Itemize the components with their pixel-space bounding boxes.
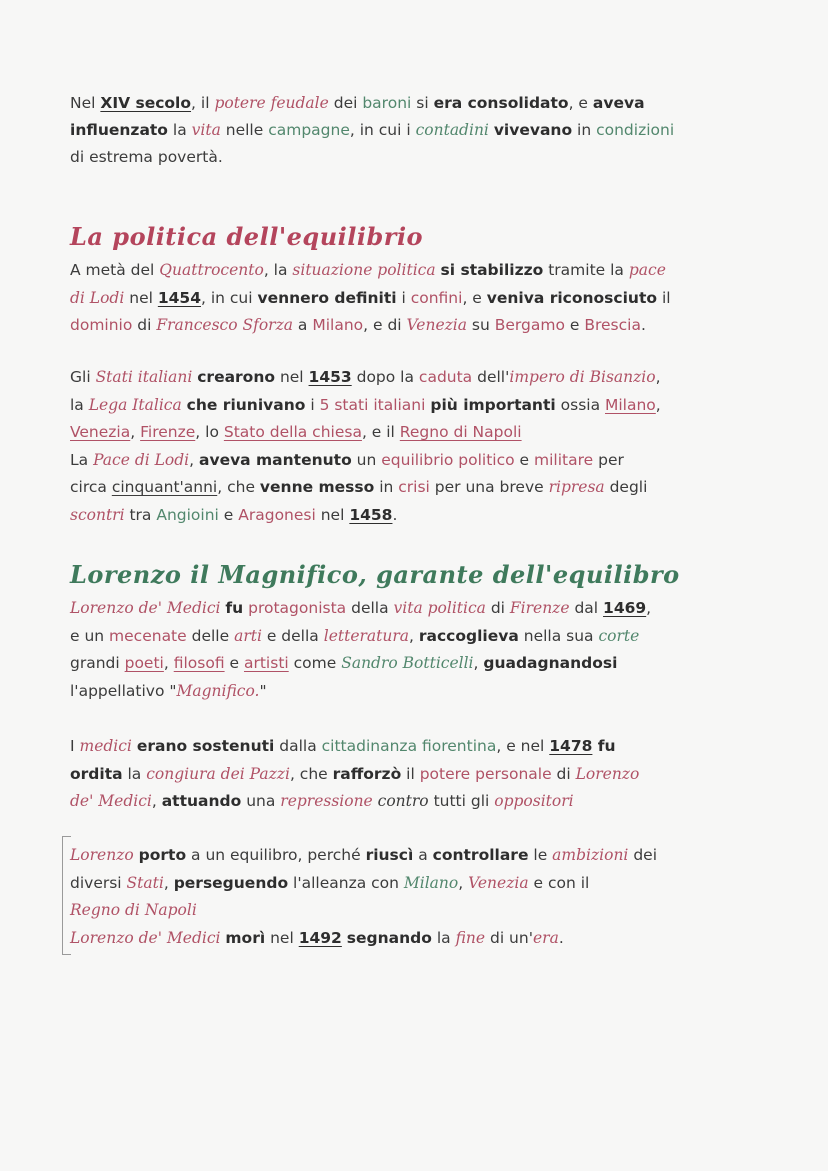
section-heading: La politica dell'equilibrio — [70, 222, 424, 251]
paragraph: Lorenzo de' Medici fu protagonista della vita politica di Firenze dal 1469, e un mecenate delle arti e della letteratura, raccoglieva nella sua corte grandi poeti, filosofi e artisti come Sandro Botticelli, guadagnandosi l'appellativo "Magnifico." — [70, 599, 652, 700]
section2-heading-block — [70, 560, 770, 589]
section1-paragraph-2 — [70, 364, 740, 529]
section2-paragraph-2 — [70, 733, 740, 816]
section2-paragraph-3 — [70, 842, 740, 952]
intro-paragraph: Nel XIV secolo, il potere feudale dei baroni si era consolidato, e aveva influenzato la vita nelle campagne, in cui i contadini vivevano in condizioni di estrema povertà. — [70, 94, 675, 166]
paragraph: I medici erano sostenuti dalla cittadinanza fiorentina, e nel 1478 fu ordita la congiura dei Pazzi, che rafforzò il potere personale di Lorenzo de' Medici, attuando una repressione contro tutti gli oppositori — [70, 737, 640, 810]
section-heading: Lorenzo il Magnifico, garante dell'equilibro — [70, 560, 680, 589]
intro-block — [70, 90, 740, 171]
section1-heading-block — [70, 222, 740, 251]
paragraph: A metà del Quattrocento, la situazione politica si stabilizzo tramite la pace di Lodi nel 1454, in cui vennero definiti i confini, e veniva riconosciuto il dominio di Francesco Sforza a Milano, e di Venezia su Bergamo e Brescia. — [70, 261, 671, 334]
section1-paragraph-1 — [70, 257, 740, 340]
paragraph: Lorenzo porto a un equilibro, perché riuscì a controllare le ambizioni dei diversi Stati, perseguendo l'alleanza con Milano, Venezia e con il Regno di Napoli Lorenzo de' Medici morì nel 1492 segnando la fine di un'era. — [70, 846, 657, 947]
section2-paragraph-1 — [70, 595, 740, 705]
paragraph: Gli Stati italiani crearono nel 1453 dopo la caduta dell'impero di Bisanzio, la Lega Italica che riunivano i 5 stati italiani più importanti ossia Milano, Venezia, Firenze, lo Stato della chiesa, e il Regno di Napoli La Pace di Lodi, aveva mantenuto un equilibrio politico e militare per circa cinquant'anni, che venne messo in crisi per una breve ripresa degli scontri tra Angioini e Aragonesi nel 1458. — [70, 368, 661, 524]
